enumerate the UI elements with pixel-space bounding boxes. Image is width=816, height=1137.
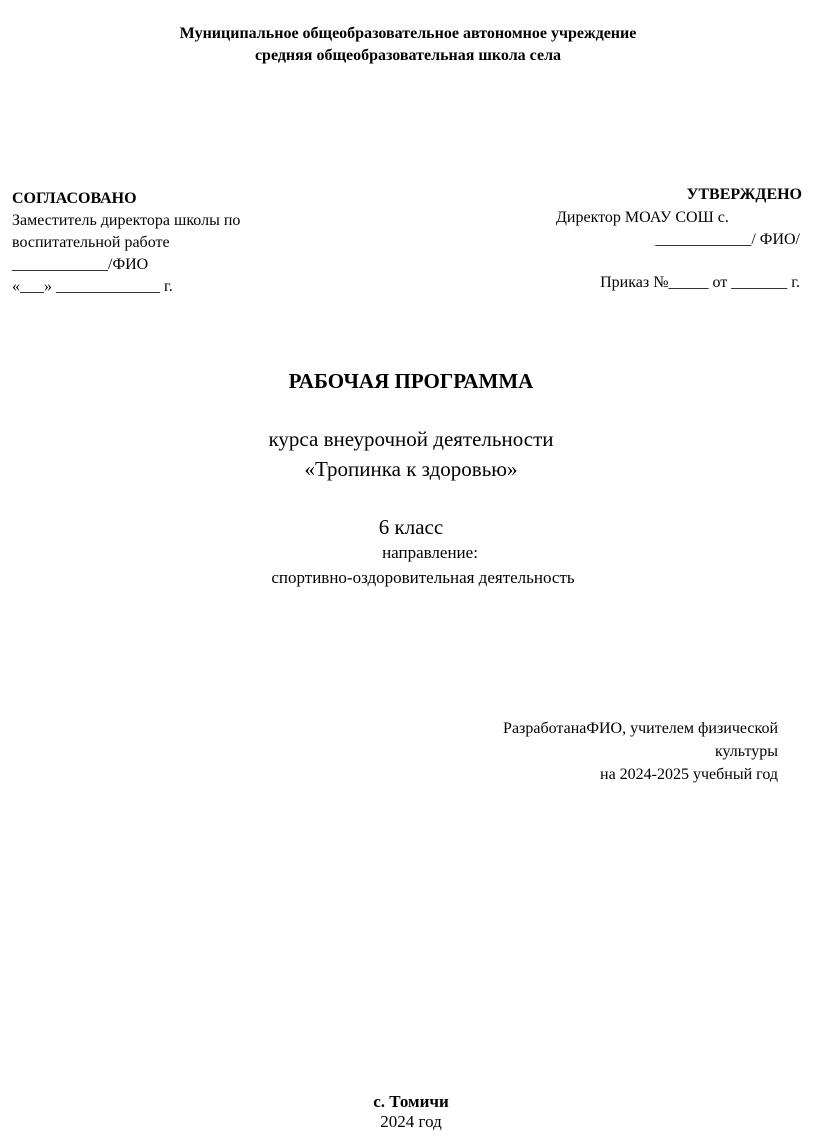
agreed-signature-line: ____________/ФИО: [12, 256, 149, 273]
agreed-position-line1: Заместитель директора школы по: [12, 212, 241, 229]
direction-value: спортивно-оздоровительная деятельность: [271, 568, 575, 587]
approved-director-line: Директор МОАУ СОШ с.: [556, 209, 729, 226]
developer-line1: РазработанаФИО, учителем физической: [503, 720, 778, 737]
agreed-date-line: «___» _____________ г.: [12, 278, 173, 295]
school-name-line1: Муниципальное общеобразовательное автономное учреждение: [179, 25, 637, 42]
approved-signature-line: ____________/ ФИО/: [655, 231, 800, 248]
approved-order-line: Приказ №_____ от _______ г.: [600, 274, 800, 291]
direction-label: направление:: [382, 543, 478, 562]
course-type-line: курса внеурочной деятельности: [268, 427, 554, 451]
developer-line2: культуры: [714, 743, 778, 760]
approved-title: УТВЕРЖДЕНО: [686, 186, 802, 203]
footer-place: с. Томичи: [373, 1092, 449, 1111]
agreed-title: СОГЛАСОВАНО: [12, 190, 137, 207]
developer-line3: на 2024-2025 учебный год: [600, 766, 778, 783]
agreed-position-line2: воспитательной работе: [12, 234, 170, 251]
school-name-line2: средняя общеобразовательная школа села: [254, 47, 562, 64]
program-title: РАБОЧАЯ ПРОГРАММА: [288, 369, 534, 393]
footer-year: 2024 год: [380, 1112, 442, 1131]
course-name-line: «Тропинка к здоровью»: [304, 457, 518, 481]
grade-label: 6 класс: [378, 515, 444, 539]
